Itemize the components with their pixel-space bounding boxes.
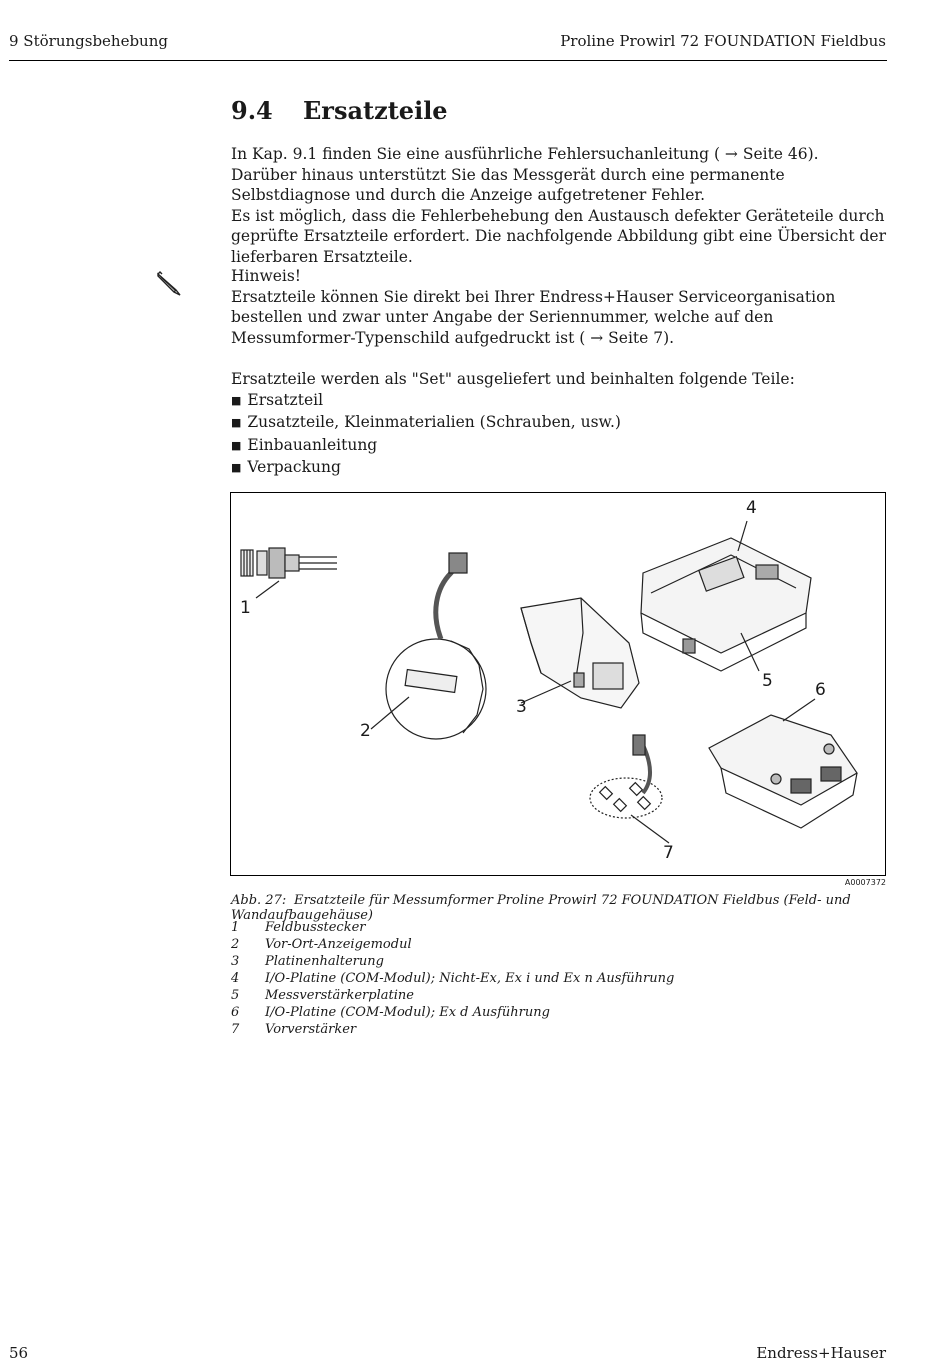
set-lead: Ersatzteile werden als "Set" ausgeliefert und beinhalten folgende Teile: [231,370,795,388]
section-title: Ersatzteile [303,96,448,125]
figure-code: A0007372 [844,878,886,887]
legend-row [231,987,674,1004]
chapter-header: 9 Störungsbehebung [9,32,168,50]
display-module-drawing [371,553,486,739]
list-item: ■ Ersatzteil [231,390,891,413]
note-block [231,266,891,348]
legend-key: 1 [231,920,240,935]
set-contents [231,369,891,480]
list-item: ■ Einbauanleitung [231,435,891,458]
set-list [231,390,891,480]
legend-row [231,1004,674,1021]
legend-text: Messverstärkerplatine [265,988,414,1003]
intro-line-3: Es ist möglich, dass die Fehlerbehebung den Austausch defekter Geräteteile durch geprüfte Ersatzteile erfordert. Die nachfolgende Abbildung gibt eine Übersicht der lieferbaren Ersatzteile. [231,206,887,266]
caption-number: Abb. 27: [231,893,287,908]
figure-label-6: 6 [815,680,826,700]
legend-row [231,970,674,987]
section-number: 9.4 [231,96,273,125]
io-board-exd-drawing [709,699,857,828]
spare-parts-illustration [231,493,885,875]
intro-line-1: In Kap. 9.1 finden Sie eine ausführliche Fehlersuchanleitung ( → Seite 46). [231,145,819,163]
legend-row [231,1021,674,1038]
figure-label-4: 4 [746,498,757,518]
section-heading [231,96,448,125]
caption-text: Ersatzteile für Messumformer Proline Prowirl 72 FOUNDATION Fieldbus (Feld- und Wandaufbaugehäuse) [231,893,851,923]
legend-key: 5 [231,988,240,1003]
legend-row [231,936,674,953]
legend-key: 3 [231,954,240,969]
legend-row [231,953,674,970]
legend-key: 6 [231,1005,240,1020]
legend-key: 7 [231,1022,240,1037]
legend-text: I/O-Platine (COM-Modul); Nicht-Ex, Ex i und Ex n Ausführung [265,971,675,986]
legend-text: Feldbusstecker [265,920,366,935]
legend-text: Vorverstärker [265,1022,357,1037]
page-number: 56 [9,1344,29,1362]
figure-label-3: 3 [516,697,527,717]
board-holder-drawing [521,598,639,708]
legend-text: Platinenhalterung [265,954,384,969]
header-divider [9,60,887,61]
legend-text: Vor-Ort-Anzeigemodul [265,937,412,952]
legend-text: I/O-Platine (COM-Modul); Ex d Ausführung [265,1005,550,1020]
legend-key: 2 [231,937,240,952]
document-title-header: Proline Prowirl 72 FOUNDATION Fieldbus [560,32,886,50]
figure-label-5: 5 [762,671,773,691]
legend-key: 4 [231,971,240,986]
brand-footer: Endress+Hauser [756,1344,886,1362]
pencil-note-icon [154,268,184,298]
figure-label-2: 2 [360,721,371,741]
spare-parts-figure [230,492,886,876]
preamplifier-drawing [590,735,669,843]
intro-text [231,144,891,268]
figure-label-7: 7 [663,843,674,863]
figure-label-1: 1 [240,598,251,618]
intro-line-2: Darüber hinaus unterstützt Sie das Messgerät durch eine permanente Selbstdiagnose und durch die Anzeige aufgetretener Fehler. [231,165,785,205]
io-board-drawing [641,521,811,671]
fieldbus-connector-drawing [241,548,337,598]
list-item: ■ Verpackung [231,457,891,480]
legend-row [231,919,674,936]
note-text: Ersatzteile können Sie direkt bei Ihrer Endress+Hauser Serviceorganisation bestellen und zwar unter Angabe der Seriennummer, welche auf den Messumformer-Typenschild aufgedruckt ist ( → Seite 7). [231,287,836,347]
list-item: ■ Zusatzteile, Kleinmaterialien (Schrauben, usw.) [231,412,891,435]
note-heading: Hinweis! [231,267,302,285]
figure-legend [231,919,674,1038]
